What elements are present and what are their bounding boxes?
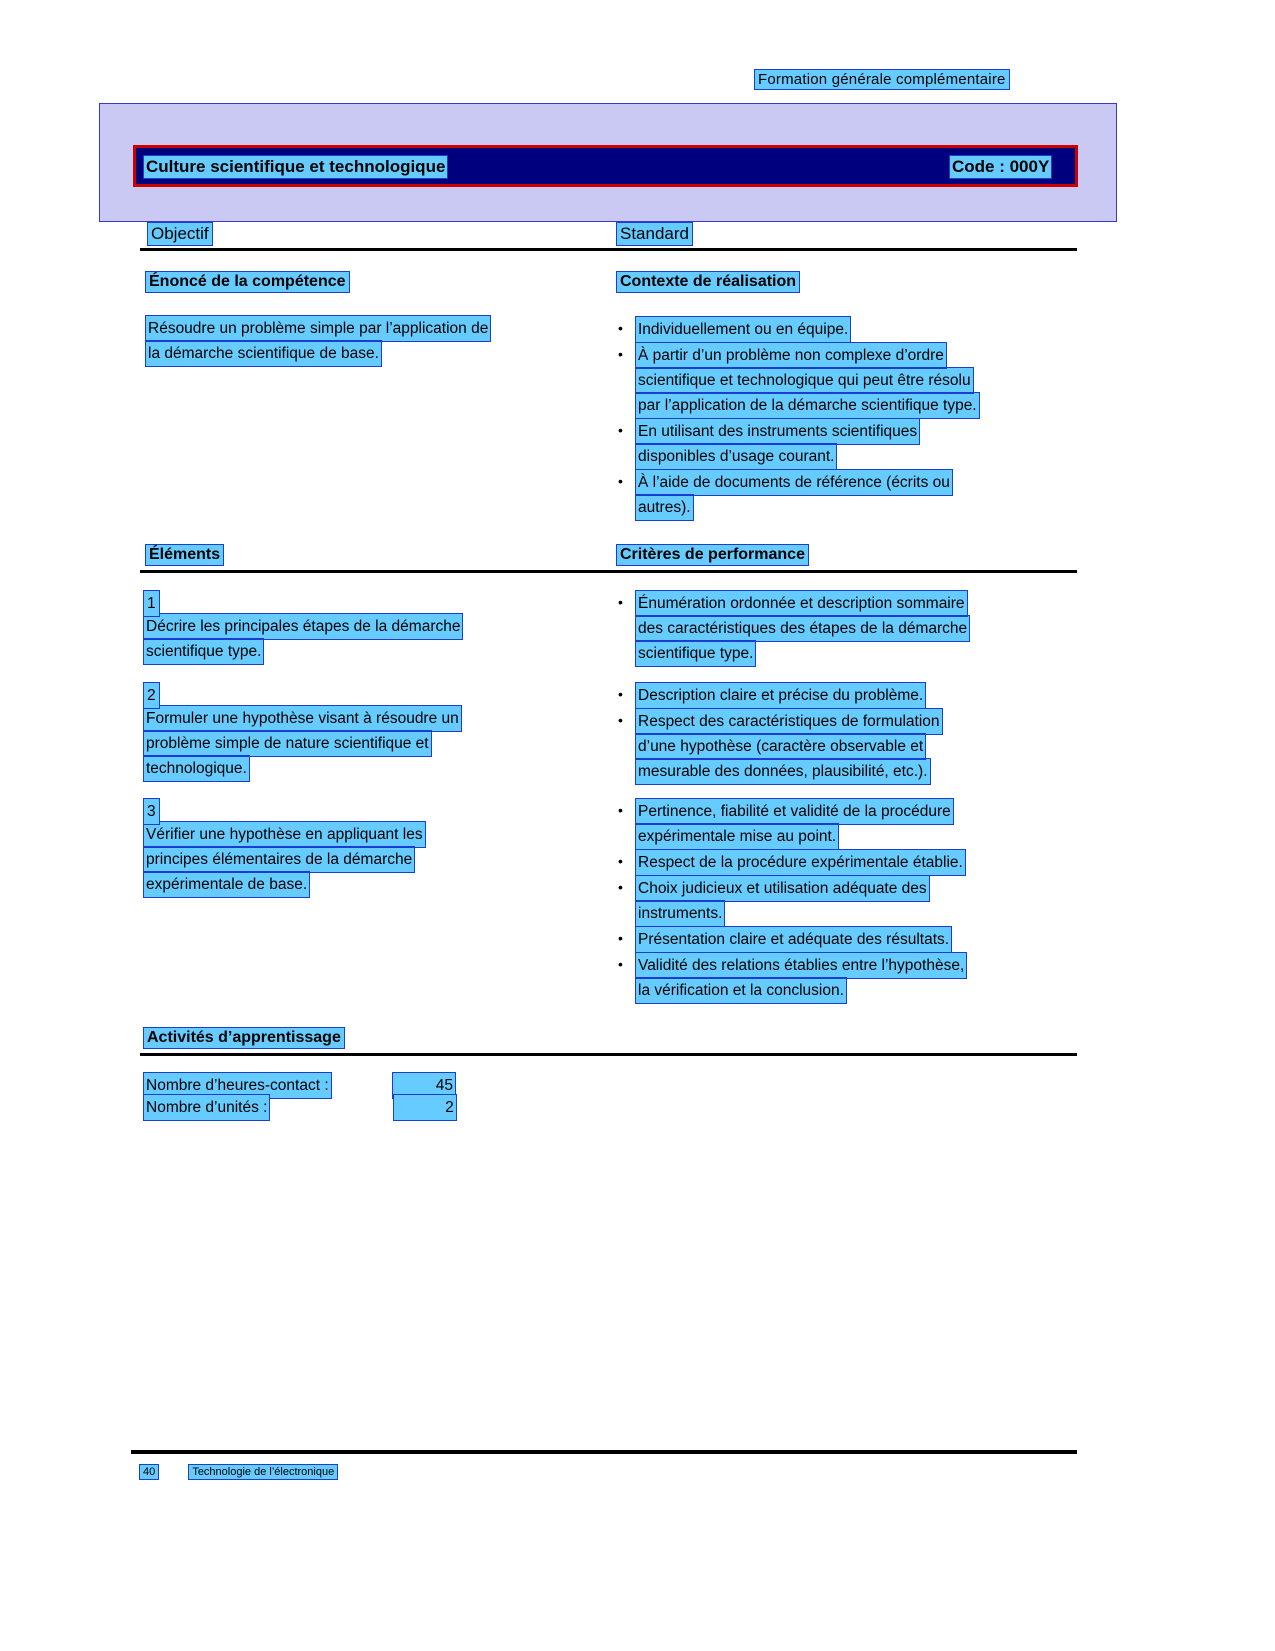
criteria-list (614, 683, 1084, 785)
subhead-criteres: Critères de performance (617, 545, 808, 565)
element-line: Décrire les principales étapes de la démarche (144, 614, 462, 639)
list-item-line: par l’application de la démarche scientifique type. (636, 393, 979, 418)
list-item (614, 876, 1084, 926)
list-item (614, 591, 1084, 666)
element-line: principes élémentaires de la démarche (144, 847, 414, 872)
list-item-line: • En utilisant des instruments scientifiques (636, 419, 919, 444)
column-header-standard: Standard (617, 223, 692, 245)
context-list (614, 317, 1084, 521)
element-line: Formuler une hypothèse visant à résoudre un (144, 706, 461, 731)
list-item (614, 799, 1084, 849)
competency-statement (144, 316, 598, 366)
list-item-line: • Individuellement ou en équipe. (636, 317, 850, 342)
criteria-list (614, 591, 1084, 667)
list-item-line: • Choix judicieux et utilisation adéquate des (636, 876, 929, 901)
divider-activities (140, 1053, 1077, 1056)
element-item (144, 799, 594, 897)
footer-text: Technologie de l’électronique (189, 1465, 337, 1479)
element-item (144, 683, 594, 781)
list-item (614, 850, 1084, 875)
list-item (614, 470, 1084, 520)
element-line: scientifique type. (144, 639, 263, 664)
list-item-line: • Respect de la procédure expérimentale établie. (636, 850, 965, 875)
divider-top (140, 248, 1077, 251)
subhead-activites: Activités d’apprentissage (144, 1028, 344, 1048)
list-item (614, 709, 1084, 784)
list-item-line: disponibles d’usage courant. (636, 444, 836, 469)
element-number: 3 (144, 799, 159, 824)
element-line: expérimentale de base. (144, 872, 309, 897)
subhead-elements: Éléments (146, 545, 223, 565)
page-header-label: Formation générale complémentaire (755, 70, 1009, 89)
list-item-line: • Description claire et précise du problème. (636, 683, 925, 708)
competency-statement-line: la démarche scientifique de base. (146, 341, 381, 366)
page-footer (140, 1465, 337, 1479)
element-number: 1 (144, 591, 159, 616)
activities-row-label: Nombre d’heures-contact : (144, 1073, 331, 1098)
element-item (144, 591, 594, 664)
course-code: Code : 000Y (952, 157, 1050, 176)
activities-row (144, 1095, 456, 1120)
list-item-line: • Respect des caractéristiques de formulation (636, 709, 942, 734)
list-item-line: d’une hypothèse (caractère observable et (636, 734, 925, 759)
list-item-line: scientifique type. (636, 641, 755, 666)
element-line: Vérifier une hypothèse en appliquant les (144, 822, 425, 847)
activities-row-label: Nombre d’unités : (144, 1095, 269, 1120)
list-item (614, 343, 1084, 418)
list-item-line: autres). (636, 495, 693, 520)
list-item (614, 953, 1084, 1003)
list-item (614, 317, 1084, 342)
list-item-line: expérimentale mise au point. (636, 824, 838, 849)
competency-statement-line: Résoudre un problème simple par l’application de (146, 316, 490, 341)
element-number: 2 (144, 683, 159, 708)
list-item-line: • Validité des relations établies entre l’hypothèse, (636, 953, 966, 978)
subhead-enonce: Énoncé de la compétence (146, 272, 349, 292)
list-item-line: scientifique et technologique qui peut être résolu (636, 368, 973, 393)
activities-row-value: 2 (394, 1095, 456, 1120)
list-item (614, 927, 1084, 952)
list-item-line: • À l’aide de documents de référence (écrits ou (636, 470, 952, 495)
list-item-line: • Présentation claire et adéquate des résultats. (636, 927, 951, 952)
list-item-line: • À partir d’un problème non complexe d’ordre (636, 343, 946, 368)
element-line: technologique. (144, 756, 249, 781)
list-item-line: mesurable des données, plausibilité, etc.). (636, 759, 930, 784)
list-item-line: • Pertinence, fiabilité et validité de la procédure (636, 799, 953, 824)
course-title: Culture scientifique et technologique (146, 157, 446, 176)
list-item-line: • Énumération ordonnée et description sommaire (636, 591, 967, 616)
footer-page-number: 40 (140, 1465, 158, 1479)
list-item (614, 419, 1084, 469)
list-item-line: la vérification et la conclusion. (636, 978, 846, 1003)
criteria-list (614, 799, 1084, 1004)
activities-row-value: 45 (393, 1073, 455, 1098)
divider-elements (140, 570, 1077, 573)
element-line: problème simple de nature scientifique et (144, 731, 431, 756)
list-item-line: des caractéristiques des étapes de la démarche (636, 616, 969, 641)
column-header-objectif: Objectif (148, 223, 212, 245)
list-item-line: instruments. (636, 901, 724, 926)
subhead-contexte: Contexte de réalisation (617, 272, 799, 292)
list-item (614, 683, 1084, 708)
footer-divider (131, 1450, 1077, 1454)
